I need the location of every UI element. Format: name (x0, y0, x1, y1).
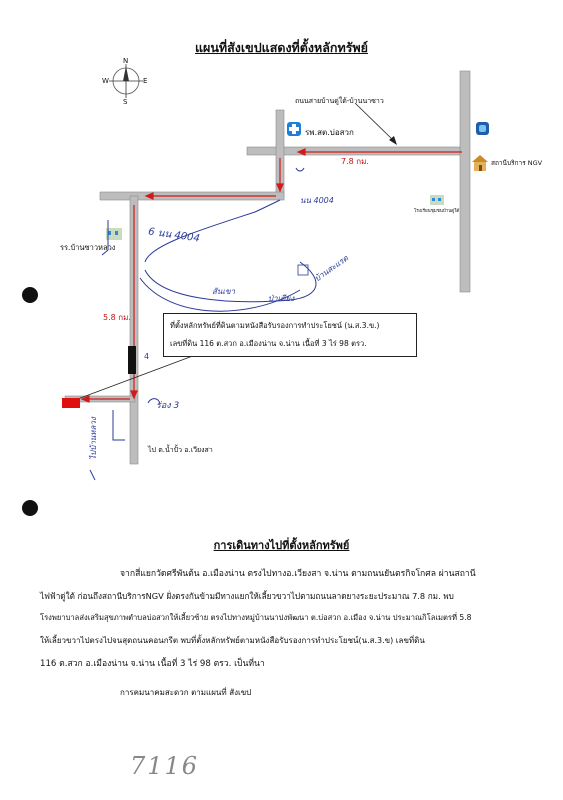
compass-w: W (102, 77, 109, 85)
legend-line-2: เลขที่ดิน 116 ต.สวก อ.เมืองน่าน จ.น่าน เนื้อที่ 3 ไร่ 98 ตรว. (170, 339, 367, 348)
hospital-label: รพ.สต.บ่อสวก (305, 128, 354, 137)
handwritten-number: 7116 (130, 752, 200, 780)
page-title: แผนที่สังเขปแสดงที่ตั้งหลักทรัพย์ (194, 40, 368, 55)
hand-note-4: ป่าเตียง (268, 294, 295, 303)
compass-rose (109, 64, 143, 98)
road-top-label: ถนนสายบ้านดู่ใต้-บ้านนาซาว (295, 97, 384, 105)
hand-note-2: 6 นน 4004 (147, 226, 201, 245)
bottom-road-label: ไป ต.น้ำปั้ว อ.เวียงสา (148, 446, 213, 454)
school-label: รร.บ้านซาวหลวง (60, 243, 116, 252)
legend-line-1: ที่ตั้งหลักทรัพย์ที่ดินตามหนังสือรับรองการทำประโยชน์ (น.ส.3.ข.) (170, 321, 380, 330)
property-location-marker[interactable] (62, 398, 80, 408)
gas-station-logo-icon (476, 122, 489, 135)
hand-note-7: ไปบ้านหลวง (88, 417, 98, 460)
distance-top: 7.8 กม. (341, 157, 369, 166)
route-arrows (82, 149, 462, 402)
school-building-icon-right (430, 195, 444, 205)
community-school-label: โรงเรียนชุมชนบ้านดู่ใต้ (414, 209, 460, 214)
ngv-station-label: สถานีบริการ NGV (491, 159, 543, 167)
hand-note-8: 4 (144, 352, 150, 361)
directions-line-5: 116 ต.สวก อ.เมืองน่าน จ.น่าน เนื้อที่ 3 ไร่ 98 ตรว. เป็นที่นา (40, 659, 265, 669)
distance-left: 5.8 กม. (103, 313, 131, 322)
black-road-marker (128, 346, 136, 374)
directions-line-3: โรงพยาบาลส่งเสริมสุขภาพตำบลบ่อสวกให้เลี้ยวซ้าย ตรงไปทางหมู่บ้านนาปงพัฒนา ต.บ่อสวก อ.เมือง จ.น่าน ประมาณกิโลเมตรที่ 5.8 (40, 613, 472, 622)
directions-line-2: ไฟฟ้าดู่ใต้ ก่อนถึงสถานีบริการNGV ฝั่งตรงกันข้ามมีทางแยกให้เลี้ยวขวาไปตามถนนลาดยางระยะประมาณ 7.8 กม. พบ (40, 591, 454, 601)
hand-note-6: ร่อง 3 (156, 401, 180, 411)
roads (65, 71, 470, 464)
directions-note: การคมนาคมสะดวก ตามแผนที่ สังเขป (120, 688, 252, 697)
directions-heading: การเดินทางไปที่ตั้งหลักทรัพย์ (213, 539, 350, 552)
hand-note-1: นน 4004 (300, 196, 334, 205)
hand-note-5: สันเขา (212, 287, 236, 296)
compass-n: N (123, 57, 129, 65)
compass-s: S (123, 98, 128, 106)
property-legend-box (163, 313, 417, 357)
house-icon (472, 155, 488, 171)
directions-line-1: จากสี่แยกวัดศรีพันต้น อ.เมืองน่าน ตรงไปทางอ.เวียงสา จ.น่าน ตามถนนยันตรกิจโกศล ผ่านสถานี (120, 569, 476, 579)
compass-e: E (143, 77, 148, 85)
road-main-vertical (460, 71, 470, 292)
hand-note-3: บ้านสะแรด (312, 253, 350, 284)
directions-line-4: ให้เลี้ยวขวาไปตรงไปจนสุดถนนคอนกรีต พบที่ตั้งหลักทรัพย์ตามหนังสือรับรองการทำประโยชน์(น.ส.3.ข) เลขที่ดิน (40, 636, 425, 645)
hospital-icon (287, 122, 301, 136)
